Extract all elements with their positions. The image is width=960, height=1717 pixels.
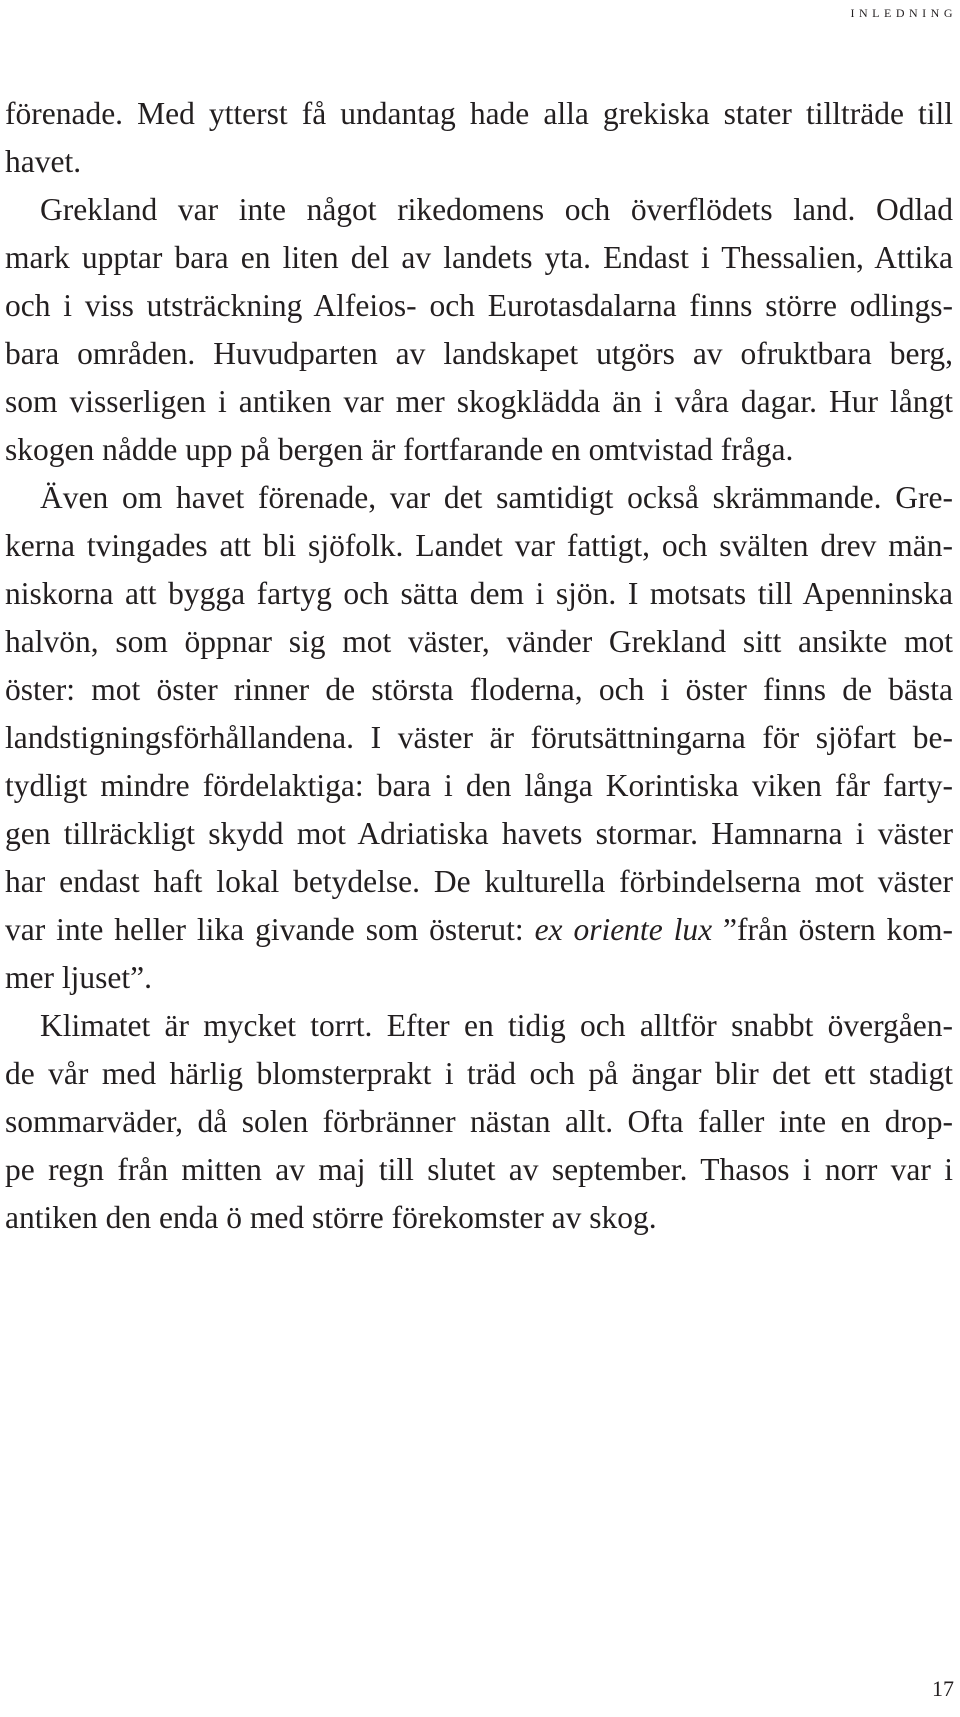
body-text — [5, 90, 953, 1242]
text-line: och i viss utsträckning Alfeios- och Eurotasdalarna finns större odlings- — [5, 288, 953, 323]
text-line: sommarväder, då solen förbränner nästan allt. Ofta faller inte en drop- — [5, 1104, 953, 1139]
text-line: havet. — [5, 144, 82, 179]
text-line: har endast haft lokal betydelse. De kulturella förbindelserna mot väster — [5, 864, 953, 899]
text-line: antiken den enda ö med större förekomster av skog. — [5, 1200, 657, 1235]
text-line: mer ljuset”. — [5, 960, 152, 995]
text-line: öster: mot öster rinner de största floderna, och i öster finns de bästa — [5, 672, 953, 707]
text-line — [5, 906, 953, 954]
text-segment: var inte heller lika givande som österut: — [5, 912, 535, 947]
text-line: pe regn från mitten av maj till slutet av september. Thasos i norr var i — [5, 1152, 953, 1187]
text-line: halvön, som öppnar sig mot väster, vänder Grekland sitt ansikte mot — [5, 624, 953, 659]
text-line: Klimatet är mycket torrt. Efter en tidig och alltför snabbt övergåen- — [40, 1008, 953, 1043]
text-line: förenade. Med ytterst få undantag hade alla grekiska stater tillträde till — [5, 96, 953, 131]
text-line: mark upptar bara en liten del av landets yta. Endast i Thessalien, Attika — [5, 240, 953, 275]
text-line: som visserligen i antiken var mer skogklädda än i våra dagar. Hur långt — [5, 384, 953, 419]
text-line: landstigningsförhållandena. I väster är förutsättningarna för sjöfart be- — [5, 720, 953, 755]
text-segment: ”från östern kom- — [712, 912, 954, 947]
text-line: skogen nådde upp på bergen är fortfarande en omtvistad fråga. — [5, 432, 794, 467]
text-line: Även om havet förenade, var det samtidigt också skrämmande. Gre- — [40, 480, 953, 515]
text-line: Grekland var inte något rikedomens och överflödets land. Odlad — [40, 192, 953, 227]
text-line: kerna tvingades att bli sjöfolk. Landet var fattigt, och svälten drev män- — [5, 528, 953, 563]
text-line: bara områden. Huvudparten av landskapet utgörs av ofruktbara berg, — [5, 336, 953, 371]
text-line: de vår med härlig blomsterprakt i träd och på ängar blir det ett stadigt — [5, 1056, 953, 1091]
text-line: niskorna att bygga fartyg och sätta dem i sjön. I motsats till Apenninska — [5, 576, 953, 611]
text-line: tydligt mindre fördelaktiga: bara i den långa Korintiska viken får farty- — [5, 768, 953, 803]
text-line: gen tillräckligt skydd mot Adriatiska havets stormar. Hamnarna i väster — [5, 816, 953, 851]
latin-phrase: ex oriente lux — [534, 912, 713, 947]
page-number: 17 — [932, 1676, 954, 1701]
running-head: inledning — [850, 2, 957, 21]
